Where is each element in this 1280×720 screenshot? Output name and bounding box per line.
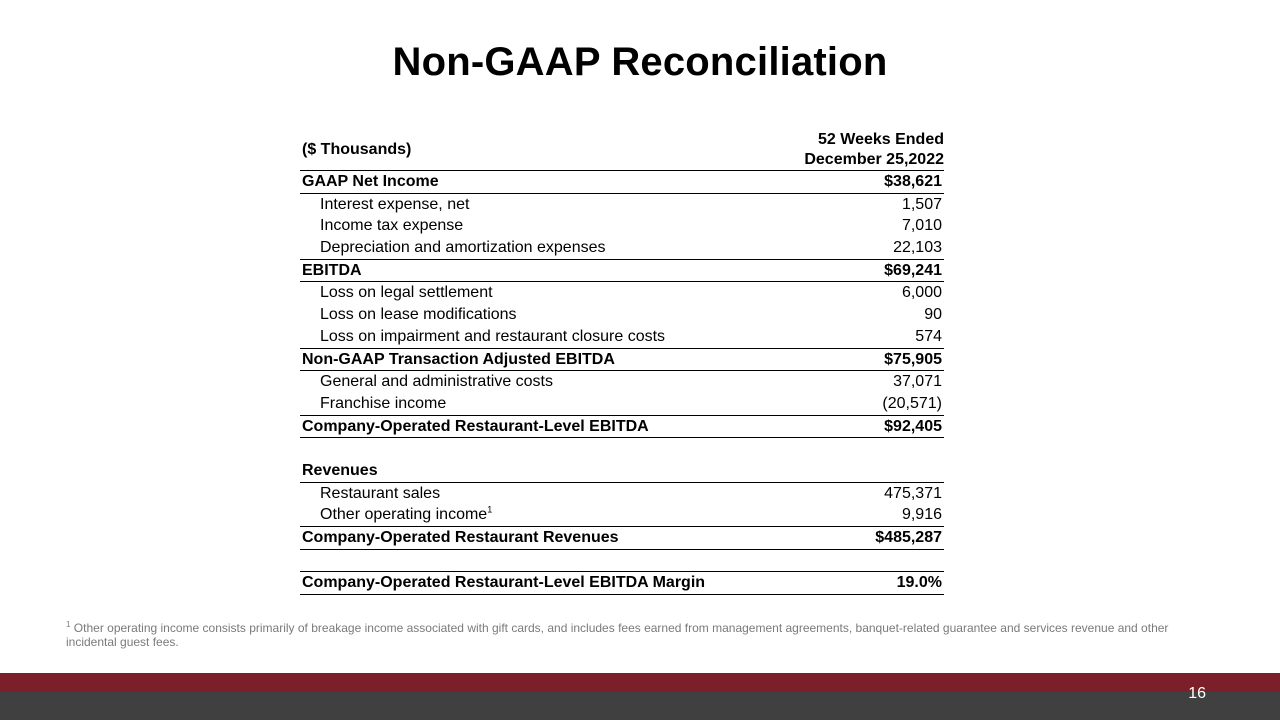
row-value: 574 [915,327,942,345]
header-period [804,130,944,170]
page-title: Non-GAAP Reconciliation [392,40,888,84]
row-label: Interest expense, net [320,195,470,213]
row-value: 6,000 [901,284,942,302]
row-label [300,504,492,526]
row-label-text: Other operating income [320,506,488,524]
row-label: Company-Operated Restaurant-Level EBITDA [302,417,649,435]
row-value: 90 [924,306,942,324]
table-row [300,304,944,326]
row-label: Depreciation and amortization expenses [320,239,606,257]
spacer-row [300,438,944,460]
row-value: 7,010 [901,217,942,235]
footer-accent-band [0,673,1280,692]
table-row [300,260,944,283]
page-number: 16 [1188,685,1206,702]
row-label: EBITDA [302,261,362,279]
row-value: (20,571) [882,394,942,412]
row-label: Franchise income [320,394,447,412]
row-label: Non-GAAP Transaction Adjusted EBITDA [302,350,615,368]
table-row [300,504,944,527]
table-row [300,215,944,237]
row-value: 9,916 [901,506,942,524]
table-row [300,393,944,416]
table-row [300,282,944,304]
row-label: General and administrative costs [320,373,553,391]
header-period-line1: 52 Weeks Ended [818,131,944,148]
row-value: $38,621 [884,173,942,190]
footer-band [0,692,1280,720]
row-label: Loss on impairment and restaurant closure costs [320,327,666,345]
row-value: 19.0% [896,574,942,592]
table-row [300,572,944,595]
row-value: 1,507 [901,195,942,213]
table-row [300,194,944,216]
table-row [300,483,944,505]
footnote-marker: 1 [487,504,493,515]
row-value: $485,287 [875,529,942,546]
header-period-line2: December 25,2022 [804,151,944,168]
table-row [300,171,944,194]
table-row [300,460,944,483]
row-value: $69,241 [884,261,942,279]
row-label: Company-Operated Restaurant Revenues [302,529,619,546]
row-value: $92,405 [884,417,942,435]
row-label: Loss on legal settlement [320,284,493,302]
row-value: 22,103 [893,239,942,257]
row-value: $75,905 [884,350,942,368]
reconciliation-table [300,130,944,595]
table-row [300,527,944,550]
footnote-marker: 1 [66,620,71,629]
table-row [300,371,944,393]
row-label: GAAP Net Income [302,173,439,190]
row-label: Restaurant sales [320,484,441,502]
row-label: Loss on lease modifications [320,306,517,324]
footnote-text: Other operating income consists primarily of breakage income associated with gift cards, and includes fees earned from management agreements, banquet-related guarantee and services revenue and other incidental guest fees. [66,621,1169,649]
spacer-row [300,550,944,573]
table-header [300,130,944,171]
row-value: 475,371 [884,484,942,502]
footnote [66,621,1206,649]
table-row [300,349,944,372]
table-row [300,416,944,439]
row-value: 37,071 [893,373,942,391]
table-row [300,326,944,349]
row-label: Revenues [302,461,378,479]
header-units: ($ Thousands) [302,141,412,158]
row-label: Company-Operated Restaurant-Level EBITDA Margin [302,574,706,592]
row-label: Income tax expense [320,217,464,235]
table-row [300,237,944,260]
